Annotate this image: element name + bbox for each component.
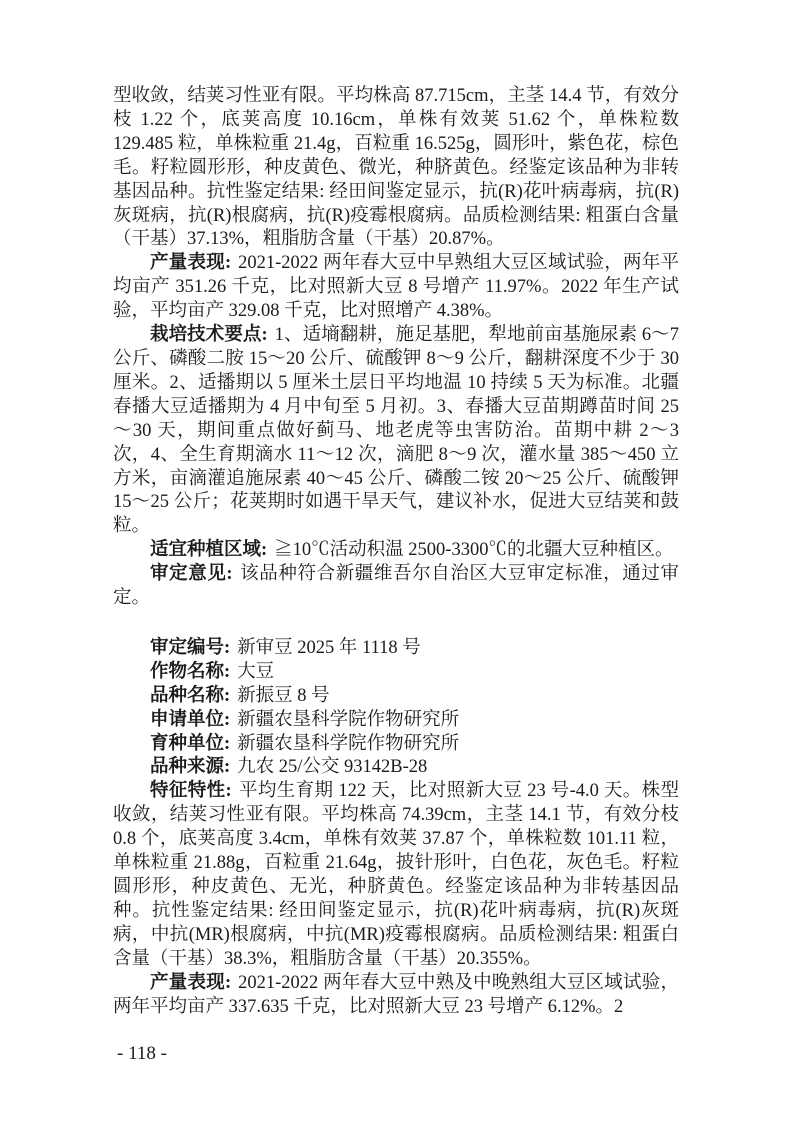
field-label-crop-name: 作物名称: [150,661,231,682]
field-label-variety-origin: 品种来源: [150,757,231,778]
field-label-suitable-region: 适宜种植区域: [150,540,268,561]
field-label-traits: 特征特性: [150,781,232,802]
field-applicant-unit [113,709,679,733]
field-value: 新振豆 8 号 [237,685,330,706]
field-value: 大豆 [237,661,275,682]
page-number: - 118 - [117,1043,167,1064]
document-content [113,85,679,1019]
field-crop-name [113,661,679,685]
field-value: 新审豆 2025 年 1118 号 [237,637,421,658]
field-label-certification-number: 审定编号: [150,637,231,658]
field-label-yield-performance-2: 产量表现: [150,972,232,993]
field-value: 新疆农垦科学院作物研究所 [237,709,460,730]
paragraph-text: 该品种符合新疆维吾尔自治区大豆审定标准，通过审定。 [113,564,679,609]
paragraph-text: 1、适墒翻耕，施足基肥，犁地前亩基施尿素 6～7 公斤、磷酸二胺 15～20 公斤、硫酸钾 8～9 公斤，翻耕深度不少于 30 厘米。2、适播期以 5 厘米土层日平均地温 10 持续 5 天为标准。北疆春播大豆适播期为 4 月中旬至 5 月初。3、春播大豆苗期蹲苗时间 25～30 天，期间重点做好蓟马、地老虎等虫害防治。苗期中耕 2～3 次，4、全生育期滴水 11～12 次，滴肥 8～9 次，灌水量 385～450 立方米，亩滴灌追施尿素 40～45 公斤、磷酸二铵 20～25 公斤、硫酸钾 15～25 公斤；花荚期时如遇干旱天气，建议补水，促进大豆结荚和鼓粒。 [113,325,679,537]
paragraph-cultivation-techniques [113,324,679,539]
paragraph-continuation [113,85,679,252]
paragraph-suitable-region [113,539,679,563]
paragraph-text: ≧10℃活动积温 2500-3300℃的北疆大豆种植区。 [274,540,674,561]
field-breeding-unit [113,733,679,757]
paragraph-traits [113,780,679,971]
field-value: 新疆农垦科学院作物研究所 [237,733,460,754]
field-label-cultivation-techniques: 栽培技术要点: [150,325,268,346]
field-variety-name [113,685,679,709]
field-value: 九农 25/公交 93142B-28 [237,757,428,778]
paragraph-yield-performance-2 [113,972,679,1020]
paragraph-text: 型收敛，结荚习性亚有限。平均株高 87.715cm，主茎 14.4 节，有效分枝 1.22 个，底荚高度 10.16cm，单株有效荚 51.62 个，单株粒数 129.485 粒，单株粒重 21.4g，百粒重 16.525g，圆形叶，紫色花，棕色毛。籽粒圆形形，种皮黄色、微光，种脐黄色。经鉴定该品种为非转基因品种。抗性鉴定结果: 经田间鉴定显示，抗(R)花叶病毒病，抗(R)灰斑病，抗(R)根腐病，抗(R)疫霉根腐病。品质检测结果: 粗蛋白含量（干基）37.13%，粗脂肪含量（干基）20.87%。 [113,86,679,250]
field-label-yield-performance: 产量表现: [150,253,232,274]
paragraph-text: 2021-2022 两年春大豆中熟及中晚熟组大豆区域试验，两年平均亩产 337.635 千克，比对照新大豆 23 号增产 6.12%。2 [113,972,679,1017]
field-variety-origin [113,756,679,780]
field-label-variety-name: 品种名称: [150,685,231,706]
field-certification-number [113,637,679,661]
paragraph-certification-opinion [113,563,679,611]
paragraph-yield-performance-1 [113,252,679,324]
paragraph-text: 2021-2022 两年春大豆中早熟组大豆区域试验，两年平均亩产 351.26 千克，比对照新大豆 8 号增产 11.97%。2022 年生产试验，平均亩产 329.08 千克，比对照增产 4.38%。 [113,253,679,322]
field-label-applicant-unit: 申请单位: [150,709,231,730]
paragraph-text: 平均生育期 122 天，比对照新大豆 23 号-4.0 天。株型收敛，结荚习性亚有限。平均株高 74.39cm，主茎 14.1 节，有效分枝 0.8 个，底荚高度 3.4cm，单株有效荚 37.87 个，单株粒数 101.11 粒，单株粒重 21.88g，百粒重 21.64g，披针形叶，白色花，灰色毛。籽粒圆形形，种皮黄色、无光，种脐黄色。经鉴定该品种为非转基因品种。抗性鉴定结果: 经田间鉴定显示，抗(R)花叶病毒病，抗(R)灰斑病，中抗(MR)根腐病，中抗(MR)疫霉根腐病。品质检测结果: 粗蛋白含量（干基）38.3%，粗脂肪含量（干基）20.355%。 [113,781,679,969]
field-label-certification-opinion: 审定意见: [150,564,233,585]
field-label-breeding-unit: 育种单位: [150,733,231,754]
